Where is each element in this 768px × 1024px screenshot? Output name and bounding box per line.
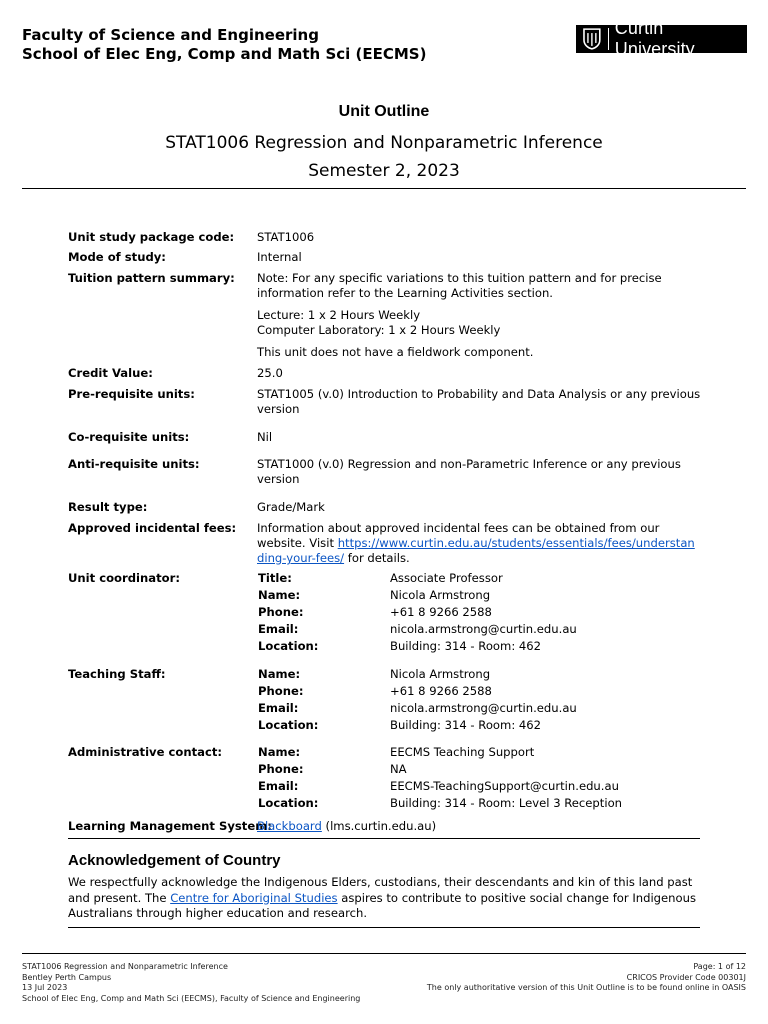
tuition-lecture: Lecture: 1 x 2 Hours Weekly (257, 308, 421, 322)
value (257, 819, 702, 834)
field-name (257, 588, 702, 605)
label: Credit Value: (68, 366, 153, 380)
curtin-logo (576, 18, 747, 59)
field-name (257, 667, 702, 684)
field-location (257, 796, 702, 813)
section-divider (68, 838, 700, 839)
footer-divider (22, 953, 746, 954)
value: NA (390, 762, 407, 776)
value: STAT1006 (257, 230, 315, 244)
fees-text: Information about approved incidental fees can be obtained from our website. Visit (257, 521, 660, 550)
teaching-fields (257, 667, 702, 735)
field-name (257, 745, 702, 762)
fees-link[interactable]: https://www.curtin.edu.au/students/essentials/fees/understanding-your-fees/ (257, 536, 695, 565)
page-number: Page: 1 of 12 (693, 962, 746, 971)
key: Email: (258, 701, 299, 715)
field-title (257, 571, 702, 588)
value: Associate Professor (390, 571, 503, 585)
field-phone (257, 762, 702, 779)
authoritative-note: The only authoritative version of this Unit Outline is to be found online in OASIS (426, 983, 746, 993)
field-email (257, 622, 702, 639)
label: Unit study package code: (68, 230, 235, 244)
label: Learning Management System: (68, 819, 272, 833)
ack-text-start: We respectfully acknowledge the Indigenous Elders, custodians, their descendants and kin of this land past and present. The (68, 875, 693, 905)
lms-url: (lms.curtin.edu.au) (321, 819, 437, 833)
tuition-lab: Computer Laboratory: 1 x 2 Hours Weekly (257, 323, 501, 337)
field-location (257, 639, 702, 656)
value: Building: 314 - Room: Level 3 Reception (390, 796, 623, 810)
tuition-fieldwork: This unit does not have a fieldwork component. (257, 345, 534, 359)
field-email (257, 779, 702, 796)
label: Co-requisite units: (68, 430, 190, 444)
value: 25.0 (257, 366, 283, 380)
value: Nil (257, 430, 273, 444)
label: Tuition pattern summary: (68, 271, 235, 285)
logo-text: Curtin University (614, 18, 695, 59)
value: Nicola Armstrong (390, 667, 491, 681)
footer-school: School of Elec Eng, Comp and Math Sci (EECMS), Faculty of Science and Engineering (22, 993, 361, 1003)
key: Email: (258, 622, 299, 636)
label: Anti-requisite units: (68, 457, 200, 471)
semester: Semester 2, 2023 (308, 161, 460, 181)
document-type: Unit Outline (338, 103, 430, 120)
ack-text-end: aspires to contribute to positive social change for Indigenous Australians through higher education and research. (68, 890, 696, 920)
label: Administrative contact: (68, 745, 223, 759)
footer-campus: Bentley Perth Campus (22, 972, 112, 982)
footer-date: 13 Jul 2023 (22, 983, 68, 993)
acknowledgement-heading: Acknowledgement of Country (68, 852, 281, 869)
field-phone (257, 605, 702, 622)
field-location (257, 718, 702, 735)
curtin-shield-icon (582, 28, 602, 50)
key: Phone: (258, 684, 304, 698)
footer-unit: STAT1006 Regression and Nonparametric Inference (22, 962, 228, 971)
coordinator-fields (257, 571, 702, 656)
value: Building: 314 - Room: 462 (390, 718, 542, 732)
value: nicola.armstrong@curtin.edu.au (390, 701, 577, 715)
centre-aboriginal-studies-link[interactable]: Centre for Aboriginal Studies (170, 890, 338, 905)
value: +61 8 9266 2588 (390, 605, 492, 619)
blackboard-link[interactable]: Blackboard (257, 819, 322, 833)
key: Phone: (258, 762, 304, 776)
label: Approved incidental fees: (68, 521, 237, 535)
footer-right (427, 962, 746, 994)
key: Location: (258, 718, 319, 732)
school-name: School of Elec Eng, Comp and Math Sci (EECMS) (22, 45, 427, 63)
field-email (257, 701, 702, 718)
key: Name: (258, 667, 301, 681)
key: Email: (258, 779, 299, 793)
value (257, 521, 702, 566)
label: Mode of study: (68, 250, 166, 264)
faculty-name: Faculty of Science and Engineering (22, 26, 319, 44)
key: Location: (258, 639, 319, 653)
acknowledgement-text (68, 875, 708, 922)
label: Unit coordinator: (68, 571, 180, 585)
value: Building: 314 - Room: 462 (390, 639, 542, 653)
tuition-values (257, 271, 702, 367)
value: Internal (257, 250, 302, 264)
key: Name: (258, 588, 301, 602)
label: Teaching Staff: (68, 667, 166, 681)
admin-fields (257, 745, 702, 813)
footer-left (22, 962, 360, 1004)
value: Grade/Mark (257, 500, 325, 514)
value: nicola.armstrong@curtin.edu.au (390, 622, 577, 636)
key: Title: (258, 571, 292, 585)
key: Name: (258, 745, 301, 759)
label: Pre-requisite units: (68, 387, 195, 401)
logo-divider (608, 28, 609, 50)
acknowledgement-divider (68, 927, 700, 928)
faculty-header (22, 26, 426, 64)
value: EECMS Teaching Support (390, 745, 535, 759)
value: Nicola Armstrong (390, 588, 491, 602)
cricos-code: CRICOS Provider Code 00301J (626, 972, 746, 982)
label: Result type: (68, 500, 148, 514)
value: STAT1000 (v.0) Regression and non-Parametric Inference or any previous version (257, 457, 681, 486)
tuition-note: Note: For any specific variations to this tuition pattern and for precise information refer to the Learning Activities section. (257, 271, 662, 300)
field-phone (257, 684, 702, 701)
value: +61 8 9266 2588 (390, 684, 492, 698)
value: STAT1005 (v.0) Introduction to Probability and Data Analysis or any previous version (257, 387, 701, 416)
unit-title: STAT1006 Regression and Nonparametric Inference (165, 133, 603, 153)
key: Location: (258, 796, 319, 810)
value: EECMS-TeachingSupport@curtin.edu.au (390, 779, 619, 793)
fees-text-end: for details. (344, 551, 410, 565)
key: Phone: (258, 605, 304, 619)
title-divider (22, 188, 746, 189)
